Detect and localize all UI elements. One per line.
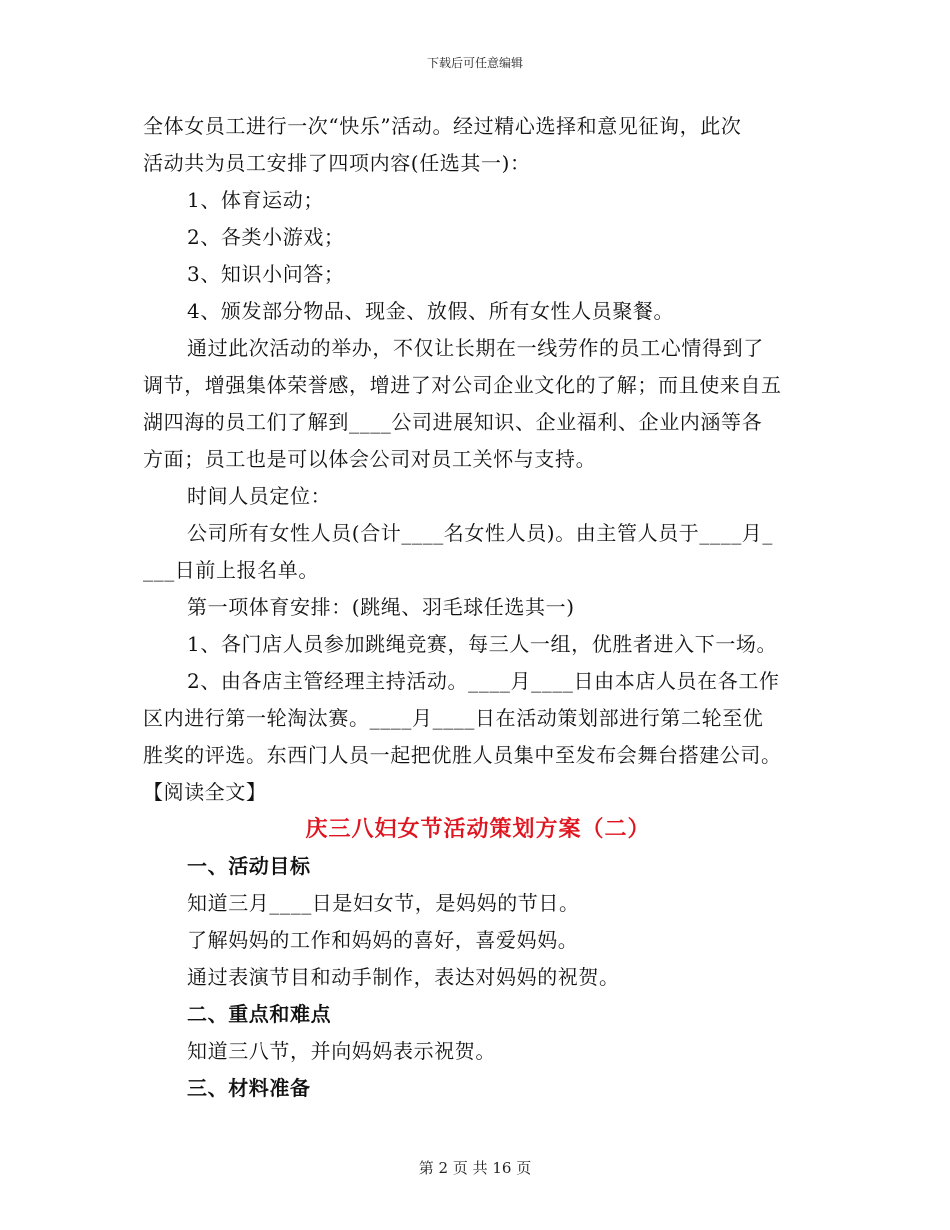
section-title: 庆三八妇女节活动策划方案（二） [305,816,651,842]
list-item: 2、由各店主管经理主持活动。____月____日由本店人员在各工作 [187,669,780,693]
body-line: 全体女员工进行一次“快乐”活动。经过精心选择和意见征询，此次 [143,114,742,138]
body-line: 第一项体育安排：(跳绳、羽毛球任选其一) [187,595,575,619]
list-item: 1、体育运动； [187,188,324,212]
section-heading: 三、材料准备 [187,1076,311,1100]
section-heading: 一、活动目标 [187,854,311,878]
goal-item: 了解妈妈的工作和妈妈的喜好，喜爱妈妈。 [187,928,579,952]
body-line: 活动共为员工安排了四项内容(任选其一)： [143,151,531,175]
list-item: 1、各门店人员参加跳绳竞赛，每三人一组，优胜者进入下一场。 [187,632,778,656]
goal-item: 知道三月____日是妇女节，是妈妈的节日。 [187,891,580,915]
goal-item: 通过表演节目和动手制作，表达对妈妈的祝贺。 [187,965,620,989]
section-heading: 二、重点和难点 [187,1002,332,1026]
body-line: 公司所有女性人员(合计____名女性人员)。由主管人员于____月_ [187,521,774,545]
body-line: ___日前上报名单。 [143,558,319,582]
page-header-note: 下载后可任意编辑 [426,56,523,70]
document-body [143,108,813,1107]
page-number: 第 2 页 共 16 页 [418,1159,532,1177]
body-line: 通过此次活动的举办，不仅让长期在一线劳作的员工心情得到了 [187,336,764,360]
list-item: 2、各类小游戏； [187,225,345,249]
body-line: 调节，增强集体荣誉感，增进了对公司企业文化的了解；而且使来自五 [143,373,782,397]
focus-line: 知道三八节，并向妈妈表示祝贺。 [187,1039,496,1063]
read-more-link[interactable]: 【阅读全文】 [143,780,267,804]
body-line: 湖四海的员工们了解到____公司进展知识、企业福利、企业内涵等各 [143,410,763,434]
list-item: 3、知识小问答； [187,262,345,286]
body-line: 时间人员定位： [187,484,332,508]
body-line: 胜奖的评选。东西门人员一起把优胜人员集中至发布会舞台搭建公司。 [143,743,782,767]
body-line: 方面；员工也是可以体会公司对员工关怀与支持。 [143,447,597,471]
list-item: 4、颁发部分物品、现金、放假、所有女性人员聚餐。 [187,299,675,323]
body-line: 区内进行第一轮淘汰赛。____月____日在活动策划部进行第二轮至优 [143,706,764,730]
